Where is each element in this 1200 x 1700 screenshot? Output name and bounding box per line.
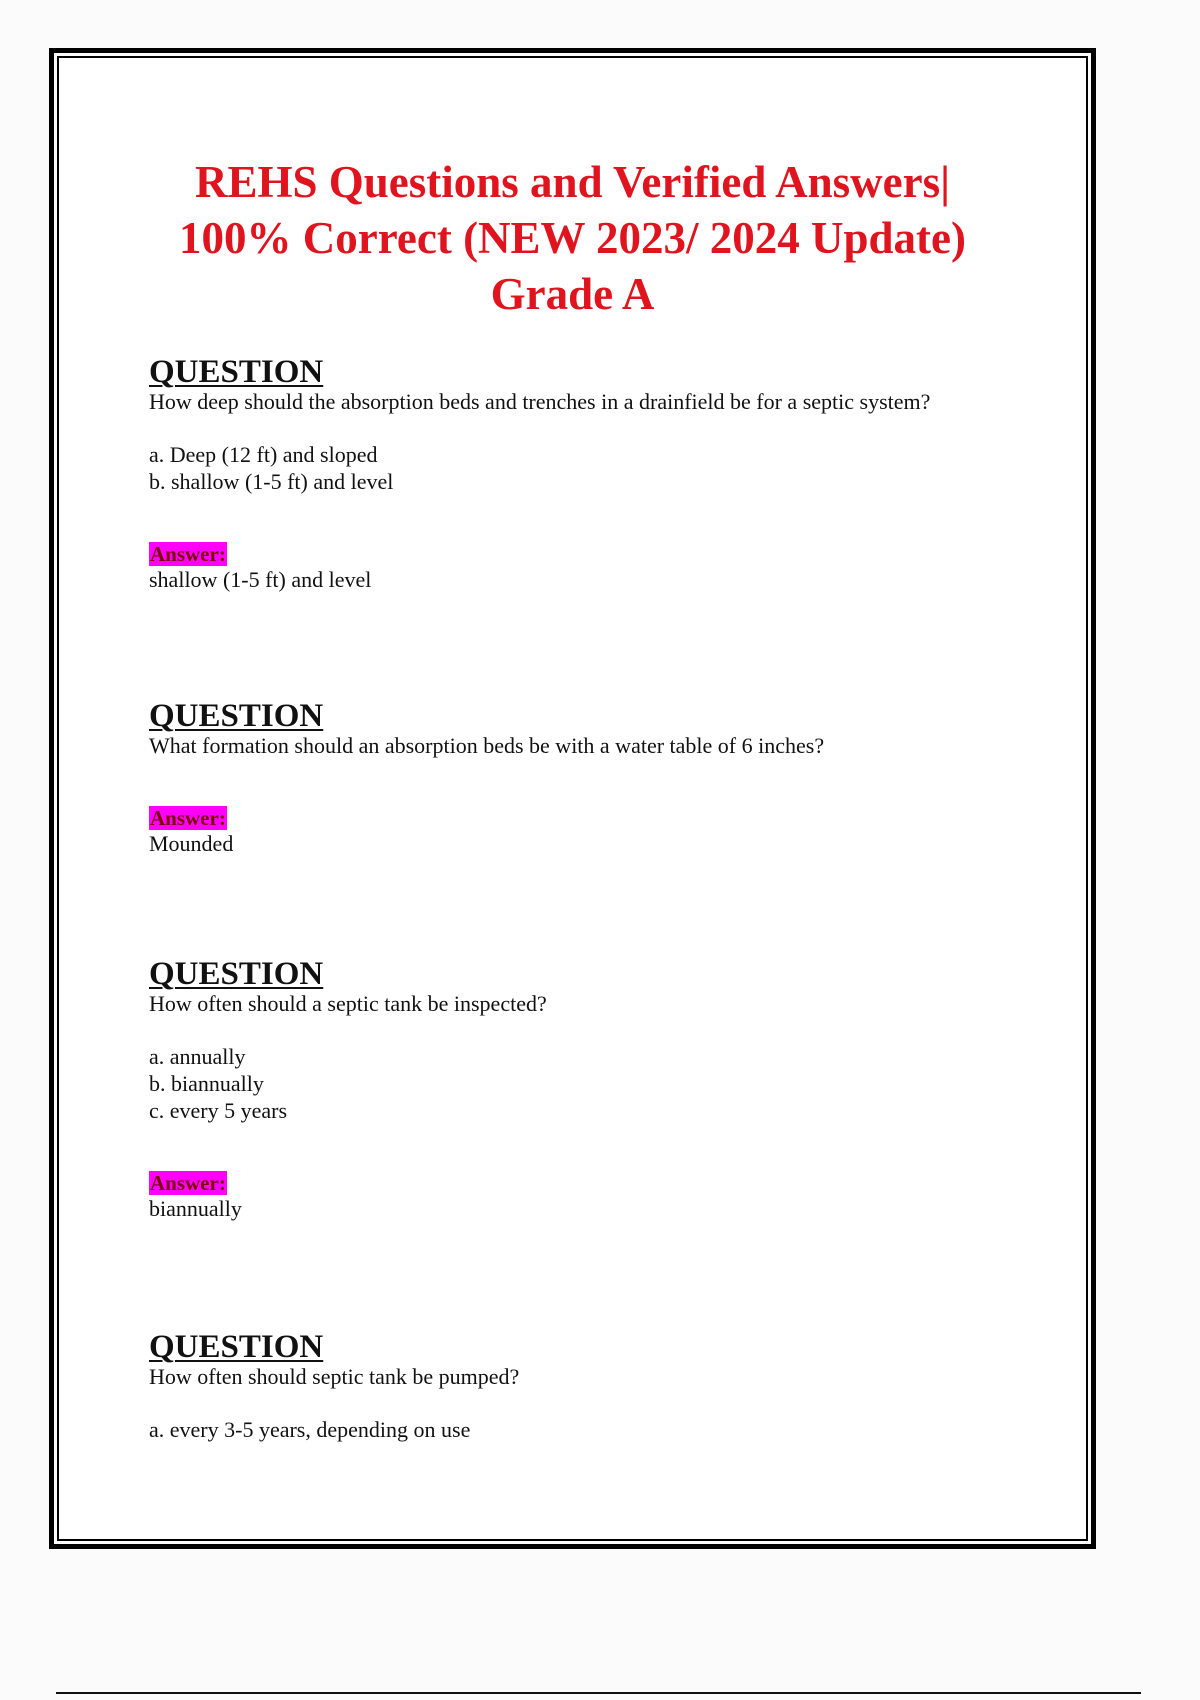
question-text: How deep should the absorption beds and trenches in a drainfield be for a septic system?	[149, 389, 931, 414]
page-content	[57, 56, 1088, 1541]
option-item: a. Deep (12 ft) and sloped	[149, 442, 378, 467]
option-item: a. every 3-5 years, depending on use	[149, 1417, 471, 1442]
option-item: b. shallow (1-5 ft) and level	[149, 469, 394, 494]
answer-text: shallow (1-5 ft) and level	[149, 567, 372, 592]
option-item: a. annually	[149, 1044, 246, 1069]
page-border	[49, 48, 1096, 1549]
question-block-1	[149, 355, 1046, 594]
question-options	[149, 441, 1046, 495]
option-item: b. biannually	[149, 1071, 264, 1096]
answer-text: Mounded	[149, 831, 234, 856]
question-text: How often should septic tank be pumped?	[149, 1364, 520, 1389]
question-text: What formation should an absorption beds be with a water table of 6 inches?	[149, 733, 825, 758]
question-options	[149, 1043, 1046, 1124]
answer-label: Answer:	[150, 1171, 226, 1195]
question-heading: QUESTION	[149, 1329, 324, 1365]
question-block-2	[149, 699, 1046, 858]
question-heading: QUESTION	[149, 354, 324, 390]
question-heading: QUESTION	[149, 956, 324, 992]
answer-label: Answer:	[150, 806, 226, 830]
answer-label: Answer:	[150, 542, 226, 566]
document-title	[59, 154, 1086, 322]
option-item: c. every 5 years	[149, 1098, 288, 1123]
question-options	[149, 1416, 1046, 1443]
footer-divider	[56, 1692, 1141, 1694]
title-line-2: 100% Correct (NEW 2023/ 2024 Update)	[179, 213, 966, 263]
question-block-4	[149, 1330, 1046, 1443]
answer-text: biannually	[149, 1196, 242, 1221]
title-line-3: Grade A	[490, 269, 655, 319]
question-text: How often should a septic tank be inspected?	[149, 991, 547, 1016]
question-block-3	[149, 957, 1046, 1223]
question-heading: QUESTION	[149, 698, 324, 734]
title-line-1: REHS Questions and Verified Answers|	[194, 157, 951, 207]
